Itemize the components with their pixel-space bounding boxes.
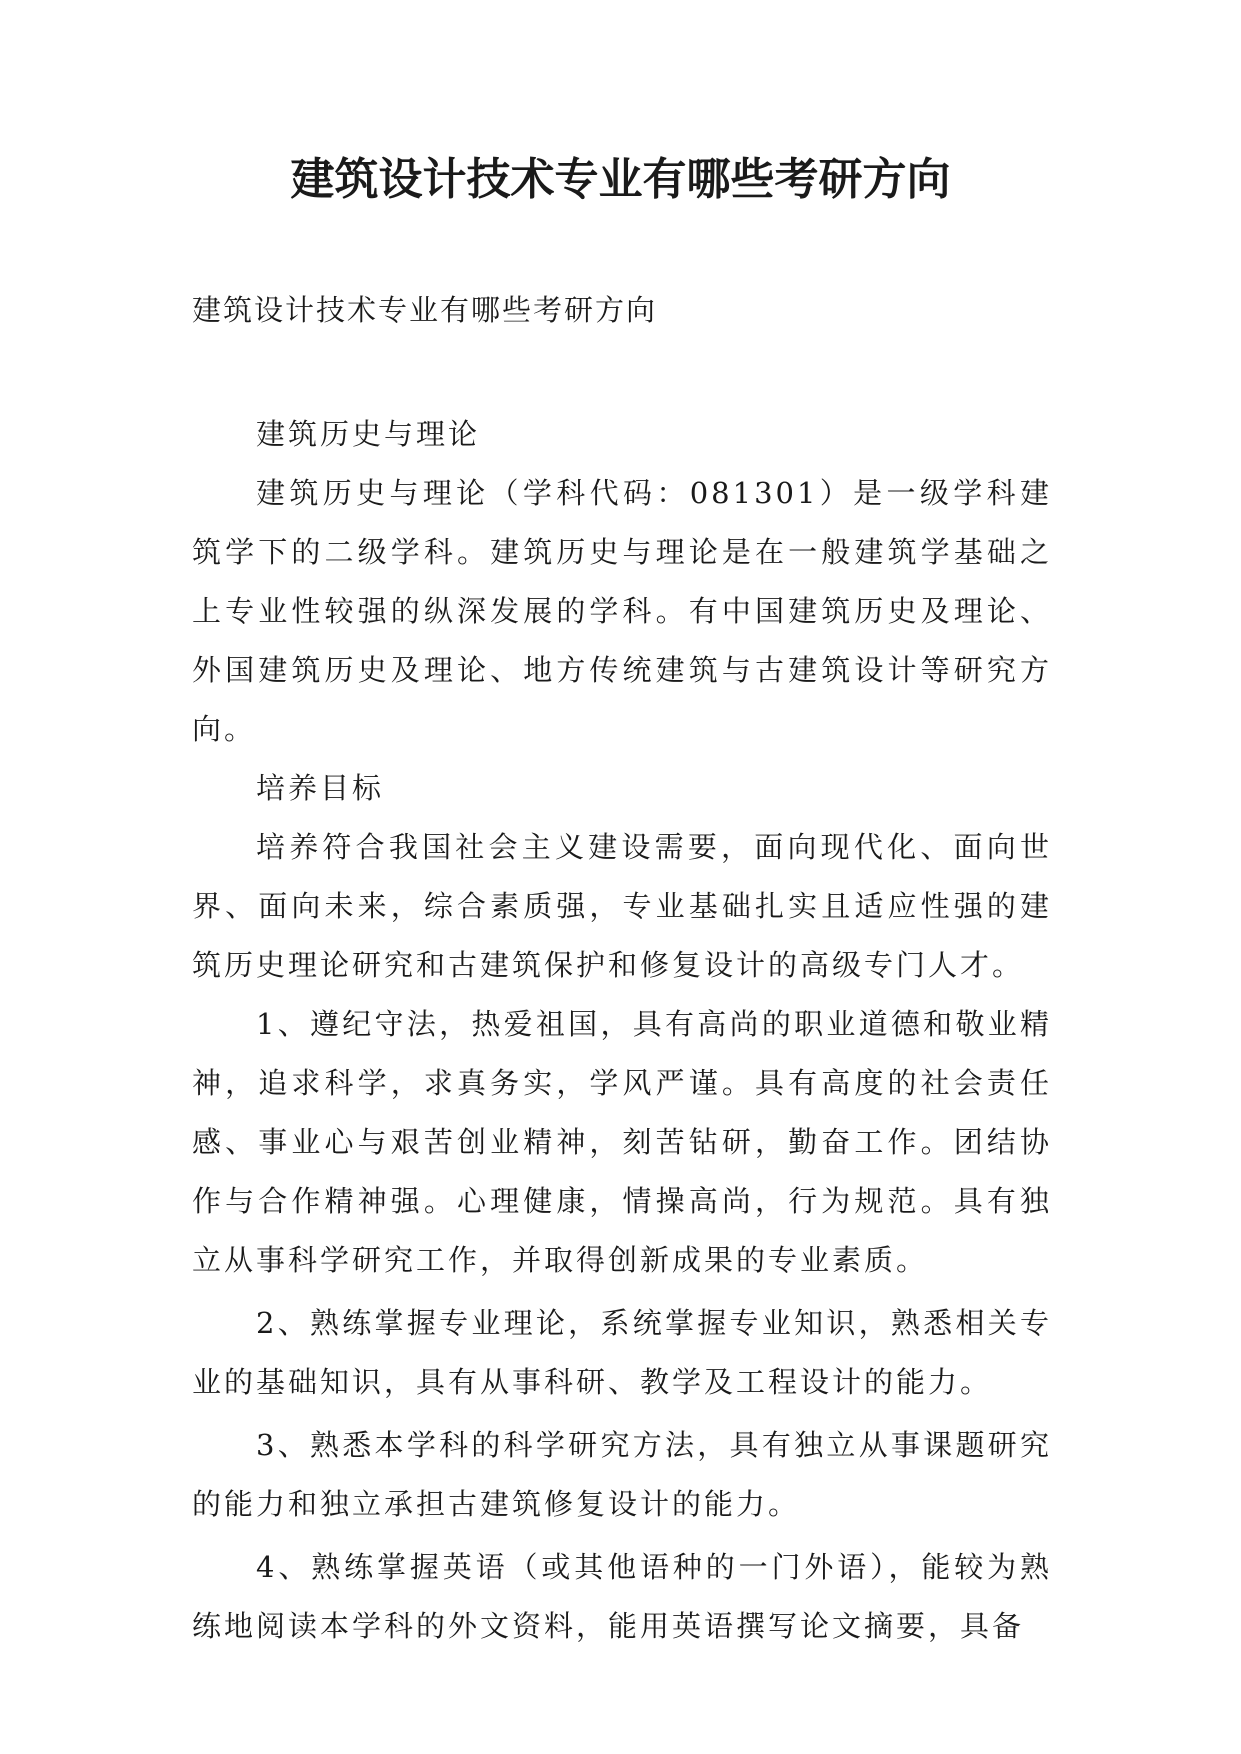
- document-subtitle: 建筑设计技术专业有哪些考研方向: [192, 293, 658, 327]
- document-body: [192, 405, 1052, 1656]
- paragraph-item-1: 1、遵纪守法，热爱祖国，具有高尚的职业道德和敬业精神，追求科学，求真务实，学风严谨。具有高度的社会责任感、事业心与艰苦创业精神，刻苦钻研，勤奋工作。团结协作与合作精神强。心理健康，情操高尚，行为规范。具有独立从事科学研究工作，并取得创新成果的专业素质。: [192, 1007, 1052, 1277]
- paragraph-training-goals: 培养符合我国社会主义建设需要，面向现代化、面向世界、面向未来，综合素质强，专业基础扎实且适应性强的建筑历史理论研究和古建筑保护和修复设计的高级专门人才。: [192, 830, 1052, 982]
- paragraph-item-2: 2、熟练掌握专业理论，系统掌握专业知识，熟悉相关专业的基础知识，具有从事科研、教学及工程设计的能力。: [192, 1306, 1052, 1399]
- paragraph-discipline-intro: 建筑历史与理论（学科代码：081301）是一级学科建筑学下的二级学科。建筑历史与理论是在一般建筑学基础之上专业性较强的纵深发展的学科。有中国建筑历史及理论、外国建筑历史及理论、地方传统建筑与古建筑设计等研究方向。: [192, 476, 1052, 746]
- section-heading-history-theory: 建筑历史与理论: [256, 417, 481, 451]
- paragraph-item-3: 3、熟悉本学科的科学研究方法，具有独立从事课题研究的能力和独立承担古建筑修复设计的能力。: [192, 1428, 1052, 1521]
- document-title: 建筑设计技术专业有哪些考研方向: [290, 154, 951, 205]
- paragraph-item-4: 4、熟练掌握英语（或其他语种的一门外语），能较为熟练地阅读本学科的外文资料，能用英语撰写论文摘要，具备: [192, 1550, 1052, 1643]
- section-heading-training-goals: 培养目标: [256, 771, 385, 805]
